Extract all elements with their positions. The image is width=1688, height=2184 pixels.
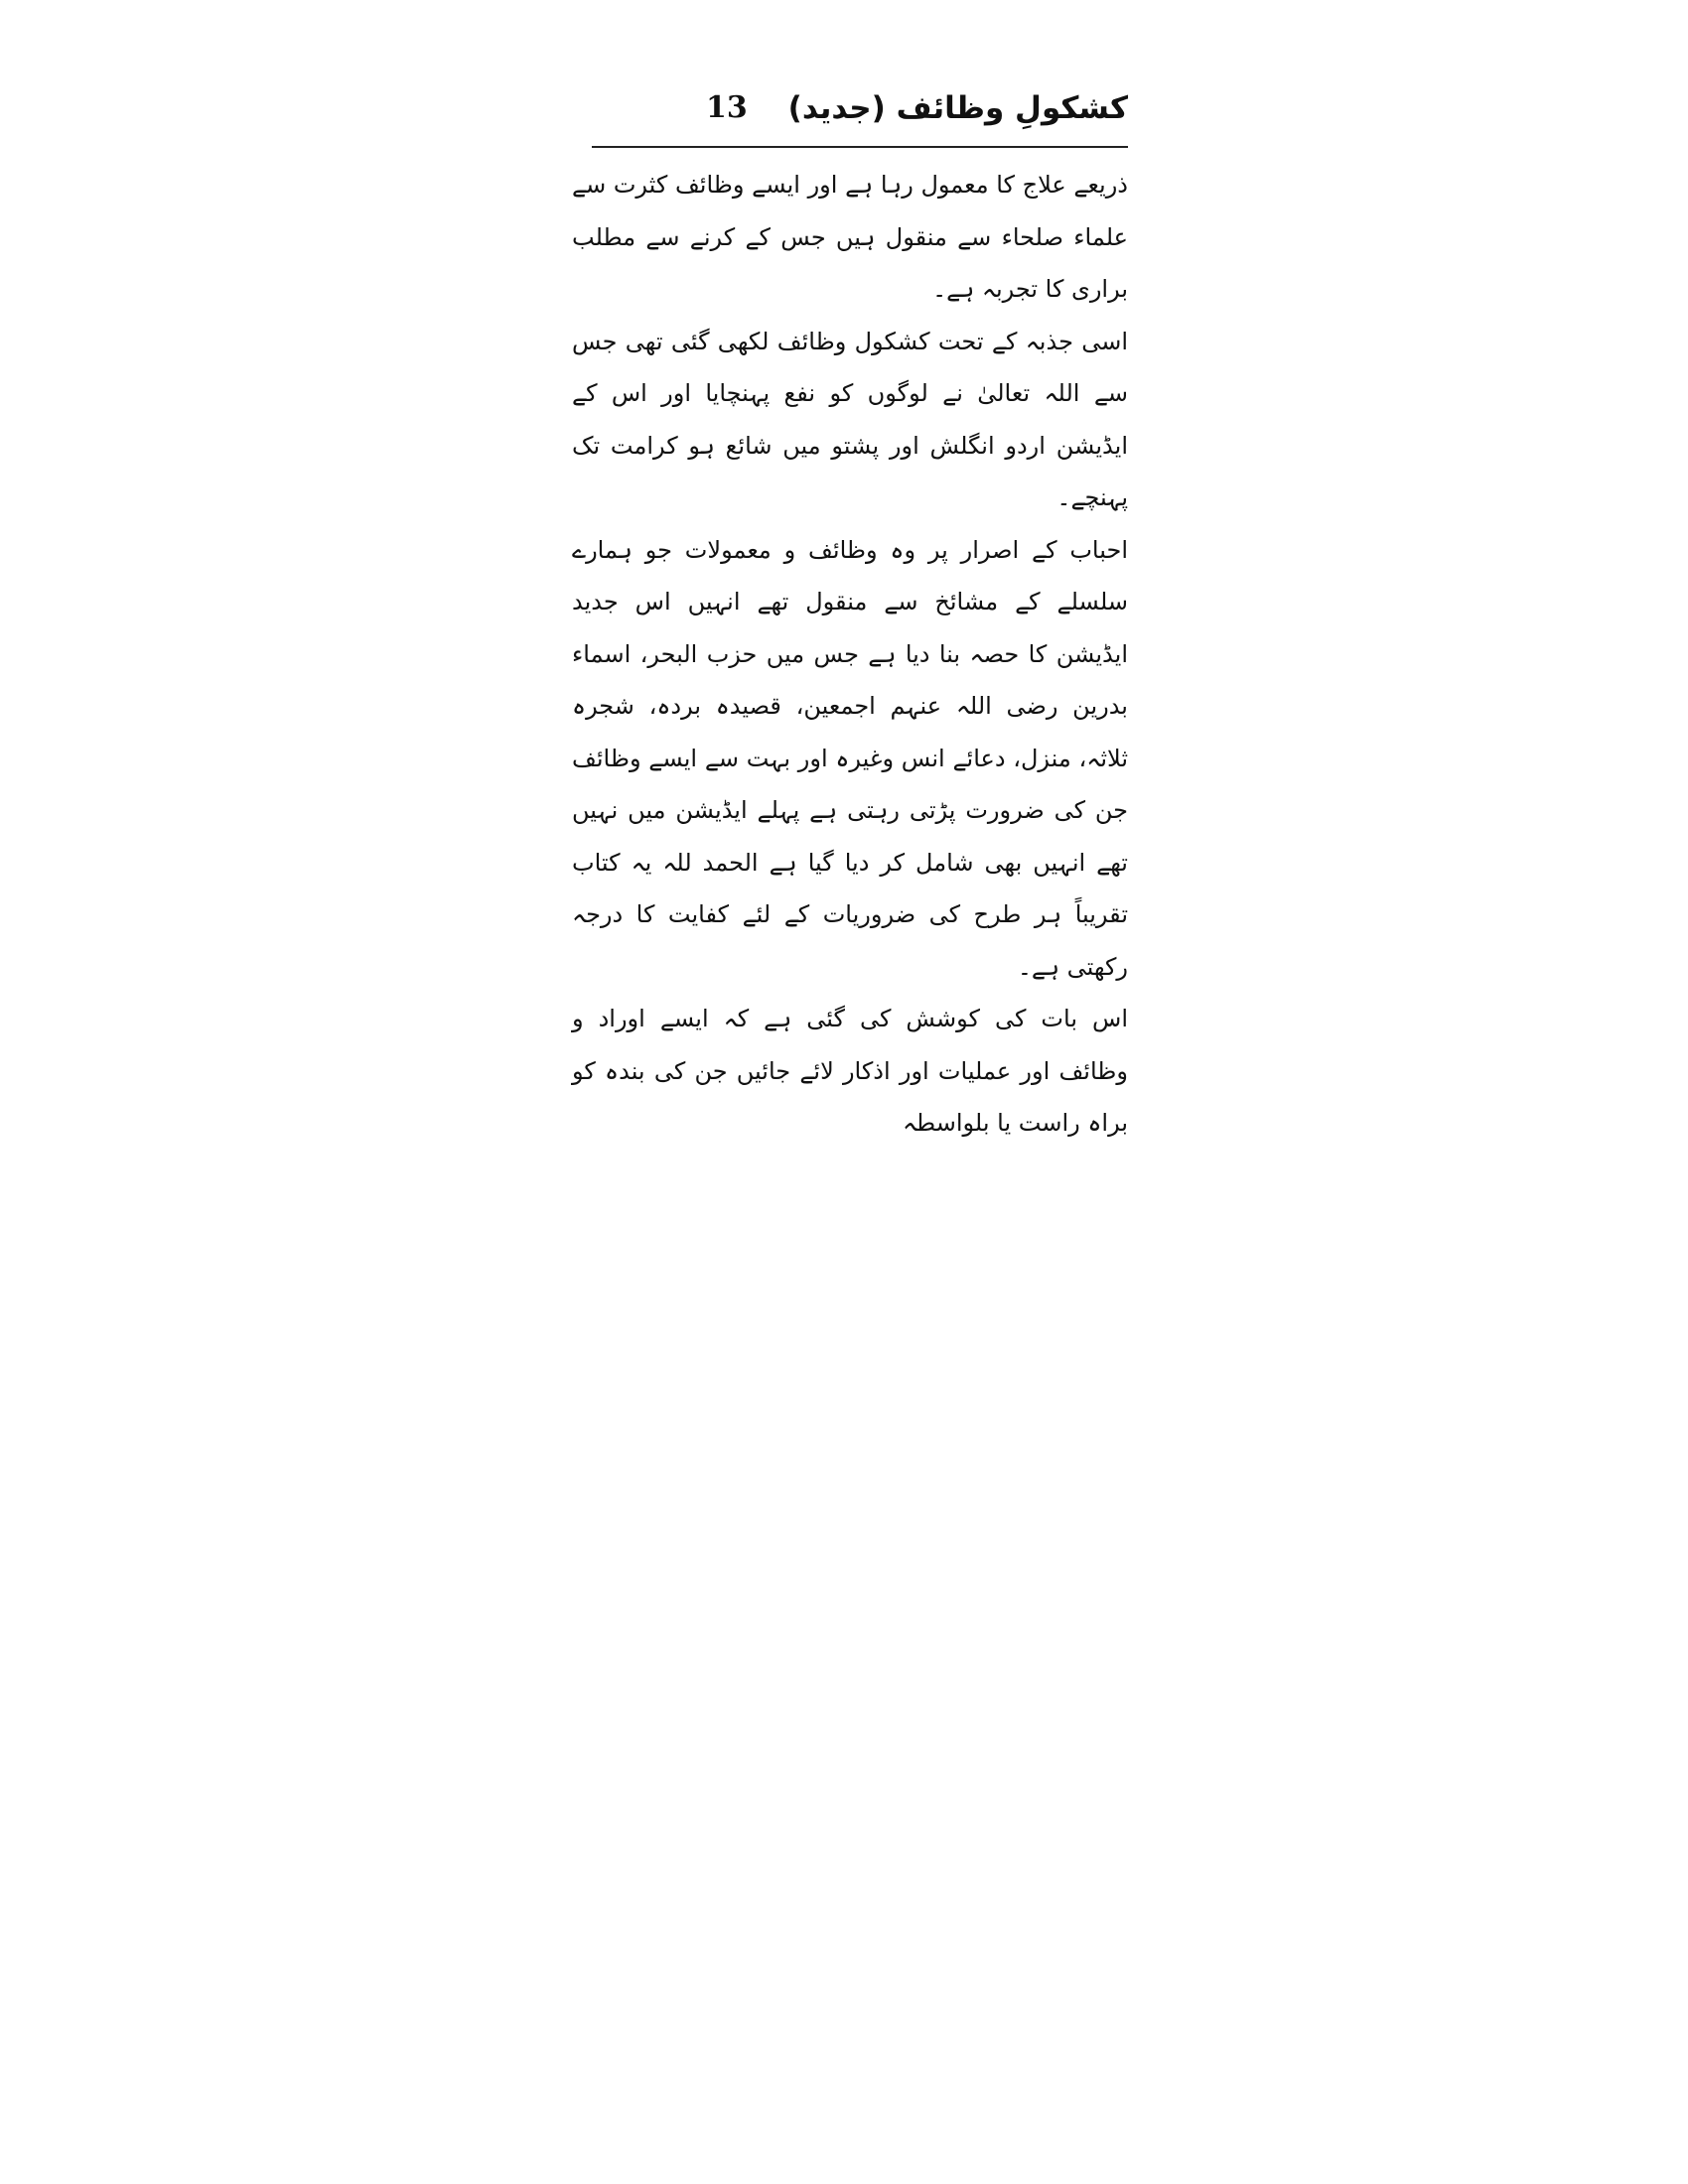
body-text [572,159,1128,1150]
header-divider [592,146,1128,148]
paragraph-3: احباب کے اصرار پر وہ وظائف و معمولات جو ہمارے سلسلے کے مشائخ سے منقول تھے انہیں اس جدید ایڈیشن کا حصہ بنا دیا ہے جس میں حزب البحر، اسماء بدرین رضی اللہ عنہم اجمعین، قصیدہ بردہ، شجرہ ثلاثہ، منزل، دعائے انس وغیرہ اور بہت سے ایسے وظائف جن کی ضرورت پڑتی رہتی ہے پہلے ایڈیشن میں نہیں تھے انہیں بھی شامل کر دیا گیا ہے الحمد للہ یہ کتاب تقریباً ہر طرح کی ضروریات کے لئے کفایت کا درجہ رکھتی ہے۔ [572,535,1128,981]
paragraph-4: اس بات کی کوشش کی گئی ہے کہ ایسے اوراد و وظائف اور عملیات اور اذکار لائے جائیں جن کی بندہ کو براہ راست یا بلواسطہ [572,1005,1128,1137]
paragraph-2: اسی جذبہ کے تحت کشکول وظائف لکھی گئی تھی جس سے اللہ تعالیٰ نے لوگوں کو نفع پہنچایا اور اس کے ایڈیشن اردو انگلش اور پشتو میں شائع ہو کرامت تک پہنچے۔ [572,327,1128,511]
page-header [592,83,1128,133]
paragraph-1: ذریعے علاج کا معمول رہا ہے اور ایسے وظائف کثرت سے علماء صلحاء سے منقول ہیں جس کے کرنے سے مطلب براری کا تجربہ ہے۔ [572,171,1128,303]
book-title: کشکولِ وظائف (جدید) [787,90,1128,126]
page-number: 13 [706,90,748,125]
